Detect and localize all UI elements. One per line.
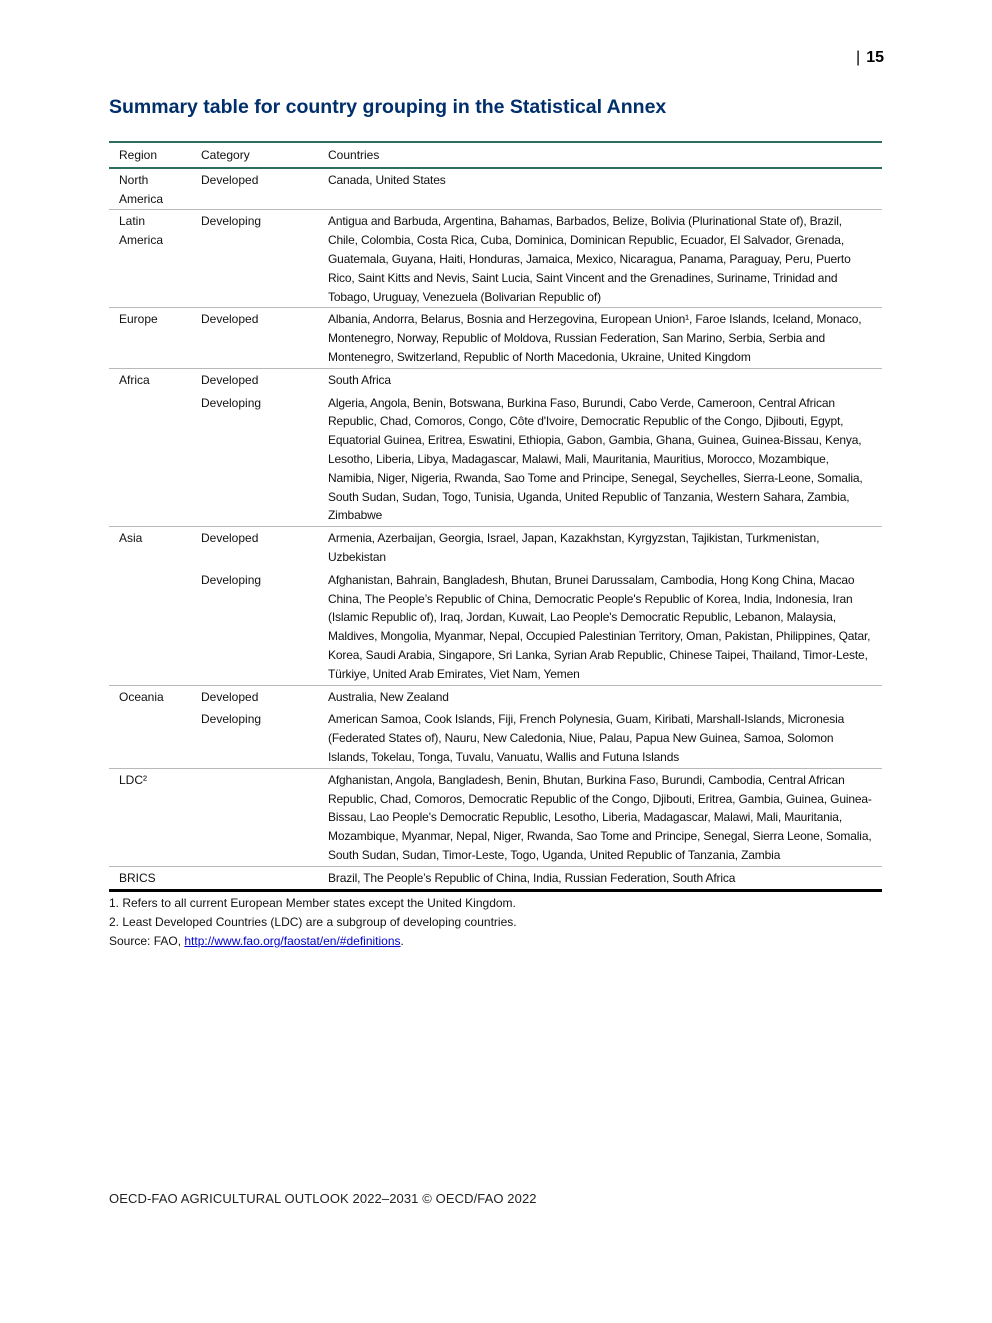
- region-cell: BRICS: [119, 870, 156, 885]
- table-row: [109, 569, 882, 685]
- countries-cell: Afghanistan, Bahrain, Bangladesh, Bhutan, Brunei Darussalam, Cambodia, Hong Kong China, Macao China, The People’s Republic of China, Democratic People's Republic of Korea, India, Indonesia, Iran (Islamic Republic of), Iraq, Jordan, Kuwait, Lao People's Democratic Republic, Lebanon, Malaysia, Maldives, Mongolia, Myanmar, Nepal, Occupied Palestinian Territory, Oman, Pakistan, Philippines, Qatar, Korea, Saudi Arabia, Singapore, Sri Lanka, Syrian Arab Republic, Chinese Taipei, Thailand, Timor-Leste, Türkiye, United Arab Emirates, Viet Nam, Yemen: [316, 569, 882, 685]
- countries-cell: Armenia, Azerbaijan, Georgia, Israel, Japan, Kazakhstan, Kyrgyzstan, Tajikistan, Turkmenistan, Uzbekistan: [328, 531, 820, 564]
- footnote-1: 1. Refers to all current European Member states except the United Kingdom.: [109, 896, 516, 910]
- region-cell: [109, 708, 191, 768]
- footnote-2: 2. Least Developed Countries (LDC) are a subgroup of developing countries.: [109, 914, 517, 929]
- category-cell: Developing: [191, 392, 316, 527]
- category-cell: Developed: [201, 531, 259, 546]
- countries-cell: Canada, United States: [316, 168, 882, 210]
- source-link[interactable]: http://www.fao.org/faostat/en/#definitions: [184, 933, 401, 948]
- region-cell: Latin America: [109, 210, 191, 308]
- header-region: Region: [109, 142, 191, 168]
- region-cell: North America: [109, 168, 191, 210]
- countries-cell: Brazil, The People’s Republic of China, India, Russian Federation, South Africa: [328, 870, 736, 885]
- table-row: [109, 527, 882, 569]
- category-cell: Developed: [201, 689, 259, 704]
- countries-cell: South Africa: [328, 372, 391, 387]
- category-cell: Developing: [191, 708, 316, 768]
- source-note: [109, 932, 889, 951]
- footnotes: [109, 894, 889, 950]
- region-cell: Oceania: [119, 689, 164, 704]
- table-row: [109, 708, 882, 768]
- category-cell: Developing: [191, 210, 316, 308]
- region-cell: LDC²: [109, 768, 191, 866]
- countries-cell: Afghanistan, Angola, Bangladesh, Benin, Bhutan, Burkina Faso, Burundi, Cambodia, Central African Republic, Chad, Comoros, Democratic Republic of the Congo, Djibouti, Eritrea, Gambia, Guinea, Guinea-Bissau, Lao People's Democratic Republic, Lesotho, Liberia, Madagascar, Malawi, Mali, Mauritania, Mozambique, Myanmar, Nepal, Niger, Rwanda, Sao Tome and Principe, Senegal, Sierra Leone, Somalia, South Sudan, Sudan, Timor-Leste, Togo, Uganda, United Republic of Tanzania, Zambia: [316, 768, 882, 866]
- countries-cell: Albania, Andorra, Belarus, Bosnia and Herzegovina, European Union¹, Faroe Islands, Iceland, Monaco, Montenegro, Norway, Republic of Moldova, Russian Federation, San Marino, Serbia, Serbia and Montenegro, Switzerland, Republic of North Macedonia, Ukraine, United Kingdom: [316, 308, 882, 368]
- table-row: [109, 866, 882, 891]
- category-cell: Developed: [201, 372, 259, 387]
- page-number-divider: |: [856, 49, 861, 66]
- country-grouping-table-container: [109, 141, 882, 892]
- category-cell: Developed: [191, 308, 316, 368]
- table-row: [109, 368, 882, 391]
- page-number-value: 15: [866, 49, 884, 66]
- category-cell: [191, 768, 316, 866]
- category-cell: Developing: [191, 569, 316, 685]
- countries-cell: Algeria, Angola, Benin, Botswana, Burkina Faso, Burundi, Cabo Verde, Cameroon, Central African Republic, Chad, Comoros, Congo, Côte d'Ivoire, Democratic Republic of the Congo, Djibouti, Egypt, Equatorial Guinea, Eritrea, Eswatini, Ethiopia, Gabon, Gambia, Ghana, Guinea, Guinea-Bissau, Kenya, Lesotho, Liberia, Libya, Madagascar, Malawi, Mali, Mauritania, Mauritius, Morocco, Mozambique, Namibia, Niger, Nigeria, Rwanda, Sao Tome and Principe, Senegal, Seychelles, Sierra-Leone, Somalia, South Sudan, Sudan, Togo, Tunisia, Uganda, United Republic of Tanzania, Western Sahara, Zambia, Zimbabwe: [316, 392, 882, 527]
- source-suffix: .: [400, 933, 404, 948]
- page-footer: OECD-FAO AGRICULTURAL OUTLOOK 2022–2031 © OECD/FAO 2022: [109, 1191, 537, 1206]
- category-cell: Developed: [191, 168, 316, 210]
- page-title: Summary table for country grouping in the Statistical Annex: [109, 96, 667, 118]
- region-cell: Asia: [119, 531, 143, 546]
- table-row: [109, 308, 882, 368]
- header-countries: Countries: [316, 142, 882, 168]
- region-cell: Africa: [119, 372, 150, 387]
- table-row: [109, 392, 882, 527]
- category-cell: [191, 866, 316, 891]
- table-row: [109, 768, 882, 866]
- region-cell: [109, 569, 191, 685]
- region-cell: Europe: [109, 308, 191, 368]
- countries-cell: Australia, New Zealand: [328, 689, 449, 704]
- country-grouping-table: [109, 141, 882, 892]
- page-number: [856, 49, 884, 67]
- countries-cell: American Samoa, Cook Islands, Fiji, French Polynesia, Guam, Kiribati, Marshall-Islands, Micronesia (Federated States of), Nauru, New Caledonia, Niue, Palau, Papua New Guinea, Samoa, Solomon Islands, Tokelau, Tonga, Tuvalu, Vanuatu, Wallis and Futuna Islands: [316, 708, 882, 768]
- table-row: [109, 685, 882, 708]
- table-header-row: [109, 142, 882, 168]
- header-category: Category: [191, 142, 316, 168]
- region-cell: [109, 392, 191, 527]
- countries-cell: Antigua and Barbuda, Argentina, Bahamas, Barbados, Belize, Bolivia (Plurinational State of), Brazil, Chile, Colombia, Costa Rica, Cuba, Dominica, Dominican Republic, Ecuador, El Salvador, Grenada, Guatemala, Guyana, Haiti, Honduras, Jamaica, Mexico, Nicaragua, Panama, Paraguay, Peru, Puerto Rico, Saint Kitts and Nevis, Saint Lucia, Saint Vincent and the Grenadines, Suriname, Trinidad and Tobago, Uruguay, Venezuela (Bolivarian Republic of): [316, 210, 882, 308]
- source-prefix: Source: FAO,: [109, 933, 185, 948]
- table-row: [109, 168, 882, 210]
- table-row: [109, 210, 882, 308]
